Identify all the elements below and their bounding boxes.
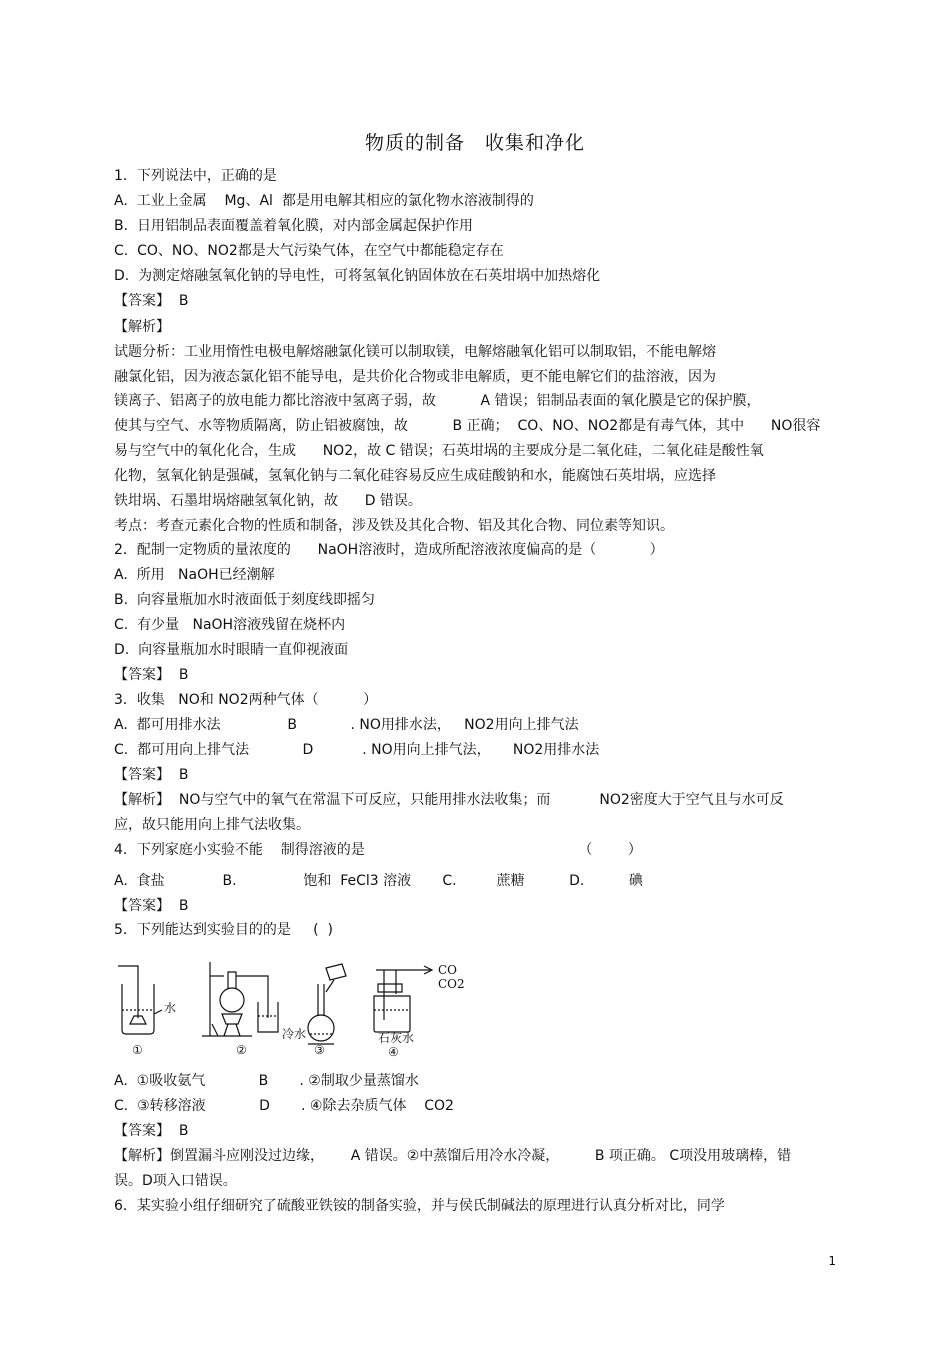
gas-co-label: CO bbox=[438, 963, 458, 977]
water-label: 水 bbox=[164, 1001, 177, 1015]
text-line: C. 有少量 NaOH溶液残留在烧杯内 bbox=[114, 617, 346, 633]
text-line: 镁离子、铝离子的放电能力都比溶液中氢离子弱，故 A 错误；铝制品表面的氧化膜是它的保护膜， bbox=[114, 393, 761, 409]
text-line: 【答案】 B bbox=[114, 1123, 189, 1139]
text-line: C. 都可用向上排气法 D . NO用向上排气法， NO2用排水法 bbox=[114, 742, 600, 758]
text-line: 考点：考查元素化合物的性质和制备，涉及铁及其化合物、铝及其化合物、同位素等知识。 bbox=[114, 518, 674, 534]
text-line: 【解析】 NO与空气中的氧气在常温下可反应，只能用排水法收集；而 NO2密度大于空气且与水可反 bbox=[114, 792, 784, 808]
text-line: 融氯化铝，因为液态氯化铝不能导电，是共价化合物或非电解质，更不能电解它们的盐溶液，因为 bbox=[114, 369, 716, 385]
text-line: 误。D项入口错误。 bbox=[114, 1173, 237, 1189]
text-line: 5．下列能达到实验目的的是 ( ) bbox=[114, 922, 333, 938]
figure-label-3: ③ bbox=[314, 1043, 325, 1057]
figure-label-4: ④ bbox=[388, 1045, 399, 1059]
text-line: A. 所用 NaOH已经潮解 bbox=[114, 567, 275, 583]
apparatus-1-beaker bbox=[118, 966, 162, 1034]
text-line: 【答案】 B bbox=[114, 767, 189, 783]
text-line: A. 食盐 B. 饱和 FeCl3 溶液 C. 蔗糖 D. 碘 bbox=[114, 873, 643, 889]
cold-water-label: 冷水 bbox=[282, 1027, 307, 1041]
text-line: 【解析】 bbox=[114, 319, 170, 335]
text-line: 使其与空气、水等物质隔离，防止铝被腐蚀，故 B 正确； CO、NO、NO2都是有毒气体，其中 NO很容 bbox=[114, 418, 821, 434]
text-line: 4．下列家庭小实验不能 制得溶液的是 （ ） bbox=[114, 842, 642, 858]
apparatus-4-wash-bottle bbox=[374, 966, 432, 1032]
text-line: 应，故只能用向上排气法收集。 bbox=[114, 817, 310, 833]
text-line: 【答案】 B bbox=[114, 898, 189, 914]
apparatus-3-flask bbox=[308, 964, 346, 1044]
text-line: A. ①吸收氨气 B . ②制取少量蒸馏水 bbox=[114, 1073, 419, 1089]
text-line: 2．配制一定物质的量浓度的 NaOH溶液时，造成所配溶液浓度偏高的是（ ） bbox=[114, 542, 664, 558]
gas-co2-label: CO2 bbox=[438, 977, 465, 991]
figure-label-1: ① bbox=[132, 1043, 143, 1057]
text-line: 【答案】 B bbox=[114, 293, 189, 309]
text-line: 化物，氢氧化钠是强碱，氢氧化钠与二氧化硅容易反应生成硅酸钠和水，能腐蚀石英坩埚，应选择 bbox=[114, 468, 716, 484]
text-line: D. 向容量瓶加水时眼睛一直仰视液面 bbox=[114, 642, 349, 658]
text-line: 铁坩埚、石墨坩埚熔融氢氧化钠，故 D 错误。 bbox=[114, 493, 422, 509]
text-line: C. CO、NO、NO2都是大气污染气体，在空气中都能稳定存在 bbox=[114, 243, 504, 259]
page-title: 物质的制备 收集和净化 bbox=[364, 132, 585, 154]
text-line: A. 工业上金属 Mg、Al 都是用电解其相应的氯化物水溶液制得的 bbox=[114, 193, 534, 209]
text-line: B. 日用铝制品表面覆盖着氧化膜，对内部金属起保护作用 bbox=[114, 218, 473, 234]
text-line: 【解析】倒置漏斗应刚没过边缘， A 错误。②中蒸馏后用冷水冷凝， B 项正确。 C项没用玻璃棒，错 bbox=[114, 1148, 792, 1164]
text-line: C. ③转移溶液 D . ④除去杂质气体 CO2 bbox=[114, 1098, 454, 1114]
text-line: 1．下列说法中，正确的是 bbox=[114, 168, 277, 184]
experiment-figures bbox=[112, 958, 472, 1062]
figure-label-2: ② bbox=[236, 1043, 247, 1057]
page-number: 1 bbox=[828, 1254, 836, 1268]
text-line: A. 都可用排水法 B . NO用排水法， NO2用向上排气法 bbox=[114, 717, 579, 733]
text-line: 6．某实验小组仔细研究了硫酸亚铁铵的制备实验，并与侯氏制碱法的原理进行认真分析对比，同学 bbox=[114, 1198, 725, 1214]
limewater-label: 石灰水 bbox=[378, 1031, 415, 1045]
apparatus-2-distillation bbox=[202, 962, 278, 1036]
text-line: 3．收集 NO和 NO2两种气体（ ） bbox=[114, 692, 378, 708]
text-line: 易与空气中的氧化化合，生成 NO2，故 C 错误；石英坩埚的主要成分是二氧化硅，二氧化硅是酸性氧 bbox=[114, 443, 764, 459]
text-line: D. 为测定熔融氢氧化钠的导电性，可将氢氧化钠固体放在石英坩埚中加热熔化 bbox=[114, 268, 601, 284]
text-line: B. 向容量瓶加水时液面低于刻度线即摇匀 bbox=[114, 592, 375, 608]
text-line: 试题分析：工业用惰性电极电解熔融氯化镁可以制取镁，电解熔融氧化铝可以制取铝，不能电解熔 bbox=[114, 344, 716, 360]
text-line: 【答案】 B bbox=[114, 667, 189, 683]
